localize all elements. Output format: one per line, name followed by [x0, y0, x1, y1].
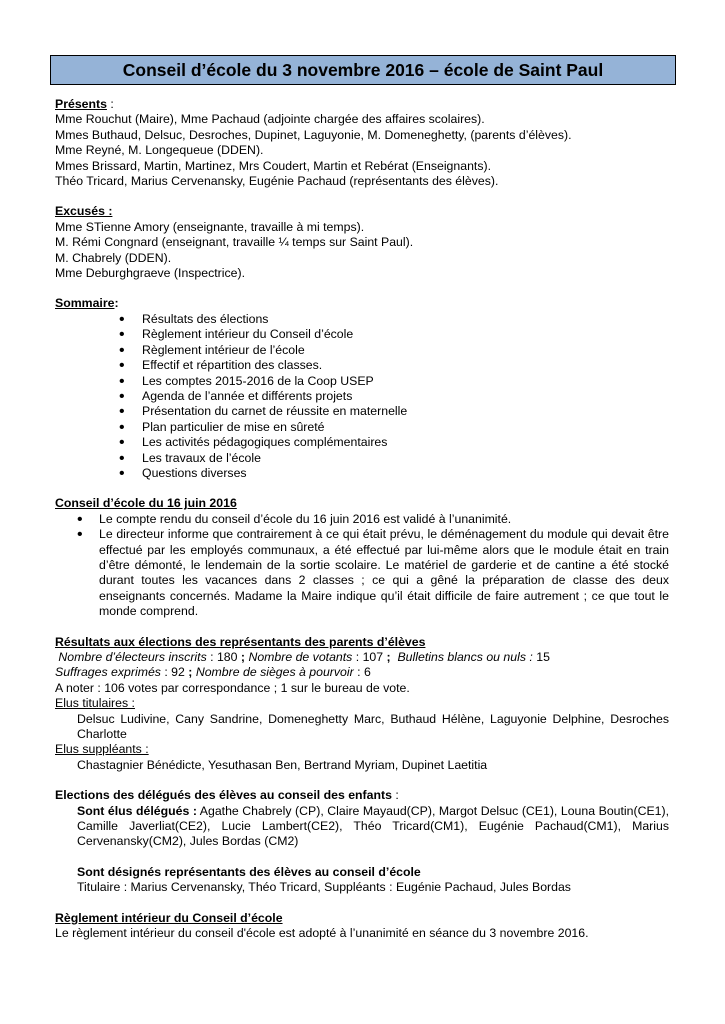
presents-heading: Présents	[55, 97, 107, 111]
document-title: Conseil d’école du 3 novembre 2016 – école de Saint Paul	[50, 55, 676, 85]
resultats-section	[55, 635, 669, 774]
titulaires-list: Delsuc Ludivine, Cany Sandrine, Domeneghetty Marc, Buthaud Hélène, Laguyonie Delphine, Desroches Charlotte	[77, 711, 669, 742]
exprimes-label: Suffrages exprimés	[55, 665, 161, 680]
sommaire-item: • Agenda de l’année et différents projets	[55, 389, 669, 404]
designes-heading	[55, 865, 669, 880]
excuses-heading: Excusés :	[55, 204, 113, 219]
votants-label: Nombre de votants	[248, 650, 353, 664]
presents-line: Mmes Brissard, Martin, Martinez, Mrs Coudert, Martin et Rebérat (Enseignants).	[55, 158, 491, 173]
presents-line: Théo Tricard, Marius Cervenansky, Eugénie Pachaud (représentants des élèves).	[55, 174, 499, 189]
delegues-section	[55, 788, 669, 895]
sommaire-item: • Les travaux de l’école	[55, 451, 669, 466]
delegues-elus	[55, 804, 669, 850]
exprimes-value: : 92	[160, 665, 189, 680]
sommaire-item: • Les activités pédagogiques complémentaires	[55, 435, 669, 450]
blancs-value: 15	[532, 650, 550, 664]
designes-heading-text: Sont désignés représentants des élèves au conseil d’école	[77, 864, 421, 879]
blancs-label: Bulletins blancs ou nuls :	[397, 650, 533, 664]
suppleants-heading: Elus suppléants :	[55, 742, 149, 757]
sommaire-item: • Plan particulier de mise en sûreté	[55, 420, 669, 435]
resultats-counts-line: Nombre d’électeurs inscrits : 180 ; Nombre de votants : 107 ; Bulletins blancs ou nuls : 15	[58, 650, 550, 664]
sommaire-item: • Présentation du carnet de réussite en maternelle	[55, 404, 669, 419]
sommaire-item: • Règlement intérieur du Conseil d’école	[55, 327, 669, 342]
reglement-heading: Règlement intérieur du Conseil d’école	[55, 910, 283, 925]
sommaire-heading-suffix: :	[114, 296, 119, 311]
sieges-label: Nombre de sièges à pourvoir	[195, 665, 354, 680]
excuses-line: M. Chabrely (DDEN).	[55, 250, 172, 265]
resultats-note: A noter : 106 votes par correspondance ; 1 sur le bureau de vote.	[55, 680, 410, 695]
presents-line: Mmes Buthaud, Delsuc, Desroches, Dupinet, Laguyonie, M. Domeneghetty, (parents d’élèves).	[55, 127, 572, 142]
designes-text: Titulaire : Marius Cervenansky, Théo Tricard, Suppléants : Eugénie Pachaud, Jules Bordas	[77, 880, 571, 895]
resultats-heading: Résultats aux élections des représentants des parents d’élèves	[55, 634, 426, 649]
sommaire-item: • Règlement intérieur de l’école	[55, 343, 669, 358]
conseil-juin-list	[55, 512, 669, 620]
resultats-exprimes-line: Suffrages exprimés : 92 ; Nombre de sièges à pourvoir : 6	[55, 665, 371, 680]
inscrits-label: Nombre d’électeurs inscrits	[58, 650, 207, 664]
excuses-section	[55, 204, 669, 281]
presents-section	[55, 97, 669, 189]
delegues-heading: Elections des délégués des élèves au conseil des enfants	[55, 788, 392, 803]
reglement-section	[55, 911, 669, 942]
sommaire-section	[55, 296, 669, 481]
conseil-juin-section	[55, 496, 669, 619]
presents-heading-line	[55, 97, 669, 112]
titulaires-heading: Elus titulaires :	[55, 696, 135, 711]
sommaire-item: • Résultats des élections	[55, 312, 669, 327]
sommaire-item: • Questions diverses	[55, 466, 669, 481]
sommaire-list	[55, 312, 669, 481]
conseil-juin-item: • Le directeur informe que contrairement à ce qui était prévu, le déménagement du module qui devait être effectué par les employés communaux, a été effectué par lui-même alors que le module était en train d’être démonté, le lendemain de la sortie scolaire. Le matériel de garderie et de cantine a été stocké durant toutes les vacances dans 2 classes ; ce qui a gêné la préparation de classe des deux enseignants concernés. Madame la Maire indique qu’il était difficile de faire autrement ; ce que tout le monde comprend.	[55, 527, 669, 619]
suppleants-list: Chastagnier Bénédicte, Yesuthasan Ben, Bertrand Myriam, Dupinet Laetitia	[77, 757, 488, 772]
conseil-juin-heading: Conseil d’école du 16 juin 2016	[55, 496, 237, 511]
sommaire-heading: Sommaire	[55, 296, 115, 311]
delegues-elus-text: Agathe Chabrely (CP), Claire Mayaud(CP), Margot Delsuc (CE1), Louna Boutin(CE1), Camille Javerliat(CE2), Lucie Lambert(CE2), Théo Tricard(CM1), Eugénie Pachaud(CM1), Marius Cervenansky(CM2), Jules Bordas (CM2)	[77, 803, 670, 849]
sieges-value: : 6	[353, 665, 371, 680]
excuses-line: Mme STienne Amory (enseignante, travaille à mi temps).	[55, 219, 365, 234]
delegues-heading-line	[55, 788, 669, 803]
presents-line: Mme Reyné, M. Longequeue (DDEN).	[55, 143, 264, 158]
excuses-line: M. Rémi Congnard (enseignant, travaille ¼ temps sur Saint Paul).	[55, 235, 414, 250]
delegues-elus-label: Sont élus délégués :	[77, 803, 197, 818]
votants-value: : 107	[352, 650, 387, 664]
conseil-juin-item: • Le compte rendu du conseil d’école du 16 juin 2016 est validé à l’unanimité.	[55, 512, 669, 527]
sommaire-item: • Les comptes 2015-2016 de la Coop USEP	[55, 374, 669, 389]
reglement-text: Le règlement intérieur du conseil d'école est adopté à l’unanimité en séance du 3 novembre 2016.	[55, 926, 589, 941]
sommaire-item: • Effectif et répartition des classes.	[55, 358, 669, 373]
presents-heading-suffix: :	[106, 97, 114, 111]
delegues-heading-suffix: :	[391, 788, 399, 803]
excuses-line: Mme Deburghgraeve (Inspectrice).	[55, 266, 245, 281]
sommaire-heading-line	[55, 296, 669, 311]
inscrits-value: : 180	[206, 650, 241, 664]
document-body	[55, 97, 669, 942]
presents-line: Mme Rouchut (Maire), Mme Pachaud (adjointe chargée des affaires scolaires).	[55, 112, 485, 127]
